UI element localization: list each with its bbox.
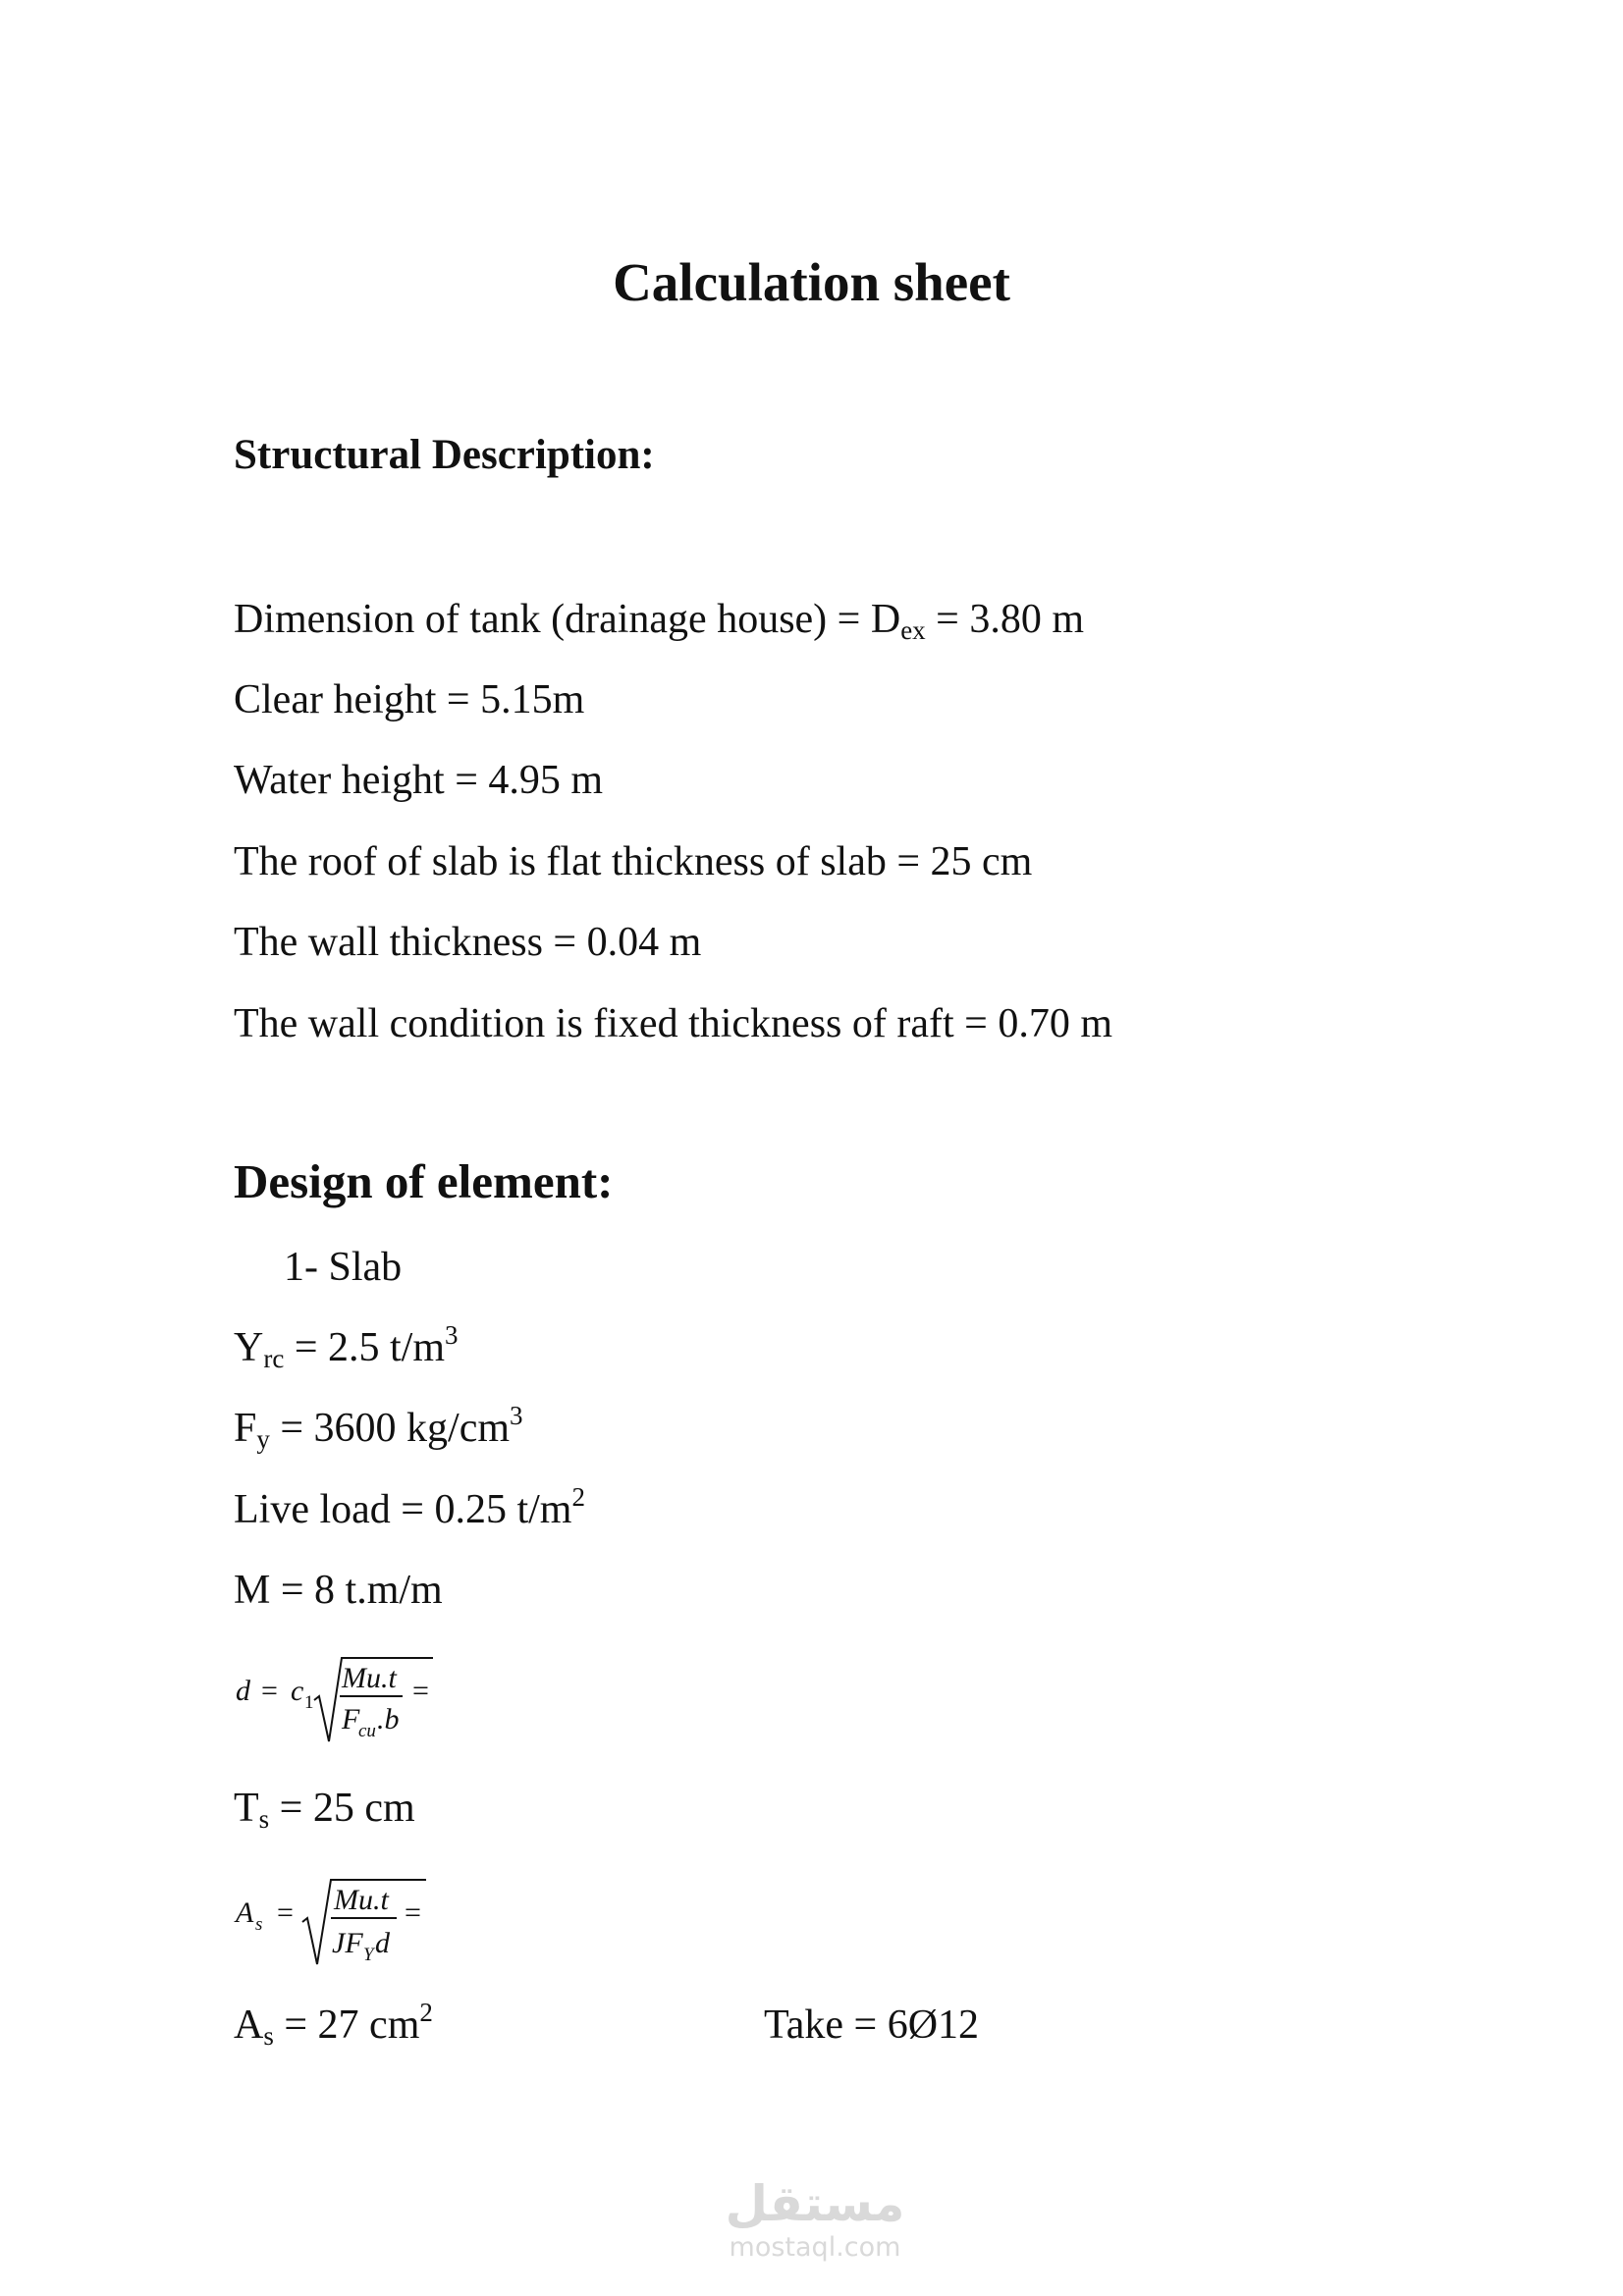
depth-formula-coefficient: c xyxy=(291,1675,304,1707)
steel-area-subscript: s xyxy=(263,2021,274,2051)
page-title: Calculation sheet xyxy=(613,252,1010,312)
steel-area-symbol: A xyxy=(234,2002,264,2048)
fy-subscript: y xyxy=(256,1424,270,1454)
fy-value: = 3600 kg/cm xyxy=(269,1406,511,1451)
yrc-symbol: Y xyxy=(234,1325,264,1370)
steel-area-formula-denominator-subscript: Y xyxy=(363,1945,374,1965)
slab-item: 1- Slab xyxy=(284,1245,403,1290)
water-height-line: Water height = 4.95 m xyxy=(234,758,604,803)
steel-area-superscript: 2 xyxy=(419,1998,433,2027)
steel-area-formula-numerator: Mu.t xyxy=(334,1884,389,1916)
steel-area-formula-denominator-tail: d xyxy=(375,1927,390,1959)
take-reinforcement: Take = 6Ø12 xyxy=(764,2002,980,2048)
watermark-arabic-logo: مستقل xyxy=(725,2175,905,2232)
yrc-subscript: rc xyxy=(263,1344,285,1373)
roof-slab-line: The roof of slab is flat thickness of slab = 25 cm xyxy=(234,839,1033,884)
ts-line xyxy=(234,1782,415,1835)
wall-thickness-line: The wall thickness = 0.04 m xyxy=(234,920,702,965)
depth-formula-lhs: d xyxy=(236,1675,250,1707)
steel-area-formula-lhs: A xyxy=(236,1896,254,1929)
depth-formula-denominator: F xyxy=(342,1703,360,1735)
design-of-element-heading: Design of element: xyxy=(234,1154,614,1208)
steel-area-formula xyxy=(232,1858,458,1976)
moment-line: M = 8 t.m/m xyxy=(234,1568,443,1613)
yrc-value: = 2.5 t/m xyxy=(284,1325,446,1370)
tank-dimension-subscript: ex xyxy=(900,615,926,645)
live-load-line xyxy=(234,1483,585,1536)
tank-dimension-text: Dimension of tank (drainage house) = D xyxy=(234,597,901,642)
ts-symbol: T xyxy=(234,1786,259,1831)
depth-formula-numerator: Mu.t xyxy=(342,1662,397,1694)
depth-formula-equals: = xyxy=(261,1675,278,1707)
yrc-line xyxy=(234,1321,459,1374)
live-load-text: Live load = 0.25 t/m xyxy=(234,1487,572,1532)
tank-dimension-line xyxy=(234,593,1084,646)
fy-line xyxy=(234,1402,523,1455)
steel-area-formula-denominator: JF xyxy=(332,1927,363,1959)
depth-formula-denominator-tail: .b xyxy=(377,1703,400,1735)
wall-condition-line: The wall condition is fixed thickness of raft = 0.70 m xyxy=(234,1001,1113,1046)
watermark-site-text: mostaql.com xyxy=(729,2232,901,2263)
fy-superscript: 3 xyxy=(510,1401,523,1430)
live-load-superscript: 2 xyxy=(571,1482,585,1512)
steel-area-formula-lhs-subscript: s xyxy=(255,1914,263,1935)
ts-subscript: s xyxy=(258,1804,270,1834)
steel-area-result-line xyxy=(234,1998,980,2052)
ts-value: = 25 cm xyxy=(269,1786,415,1831)
steel-area-formula-trailing-equals: = xyxy=(405,1896,421,1929)
clear-height-line: Clear height = 5.15m xyxy=(234,677,585,722)
depth-formula xyxy=(232,1639,458,1747)
depth-formula-denominator-subscript: cu xyxy=(358,1721,376,1741)
steel-area-value: = 27 cm xyxy=(273,2002,420,2048)
mostaql-watermark xyxy=(717,2174,913,2272)
depth-formula-coefficient-subscript: 1 xyxy=(304,1692,314,1713)
tank-dimension-value: = 3.80 m xyxy=(925,597,1085,642)
structural-description-heading: Structural Description: xyxy=(234,432,655,478)
fy-symbol: F xyxy=(234,1406,257,1451)
depth-formula-trailing-equals: = xyxy=(412,1675,429,1707)
steel-area-formula-equals: = xyxy=(277,1896,294,1929)
yrc-superscript: 3 xyxy=(445,1320,459,1350)
